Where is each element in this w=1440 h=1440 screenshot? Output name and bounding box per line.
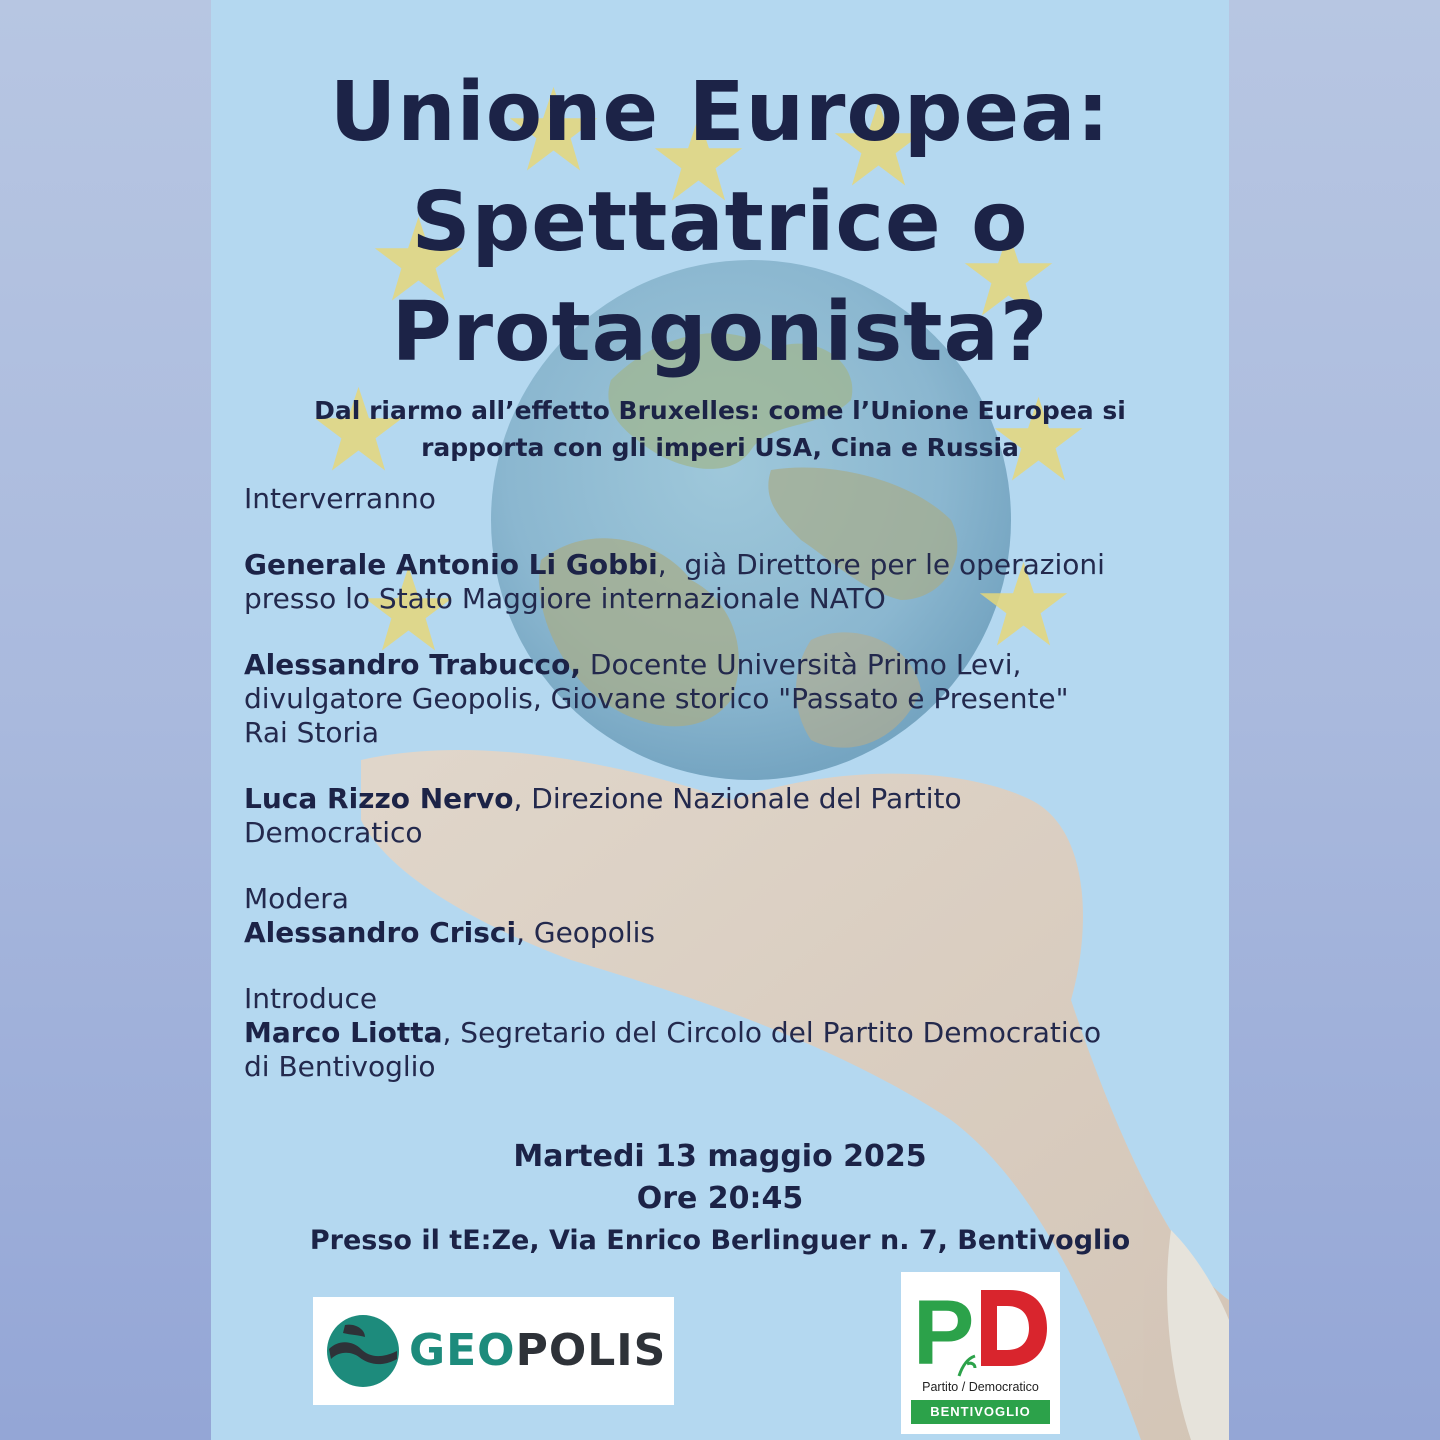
speaker-role: Docente Università Primo Levi, bbox=[581, 648, 1022, 681]
pd-letter-d bbox=[981, 1290, 1047, 1366]
speaker-role-line: divulgatore Geopolis, Giovane storico "Passato e Presente" bbox=[244, 682, 1069, 715]
pd-name-right: Democratico bbox=[968, 1380, 1039, 1394]
moderator-heading: Modera bbox=[244, 882, 349, 915]
event-place: Presso il tE:Ze, Via Enrico Berlinguer n. 7, Bentivoglio bbox=[309, 1225, 1131, 1256]
speaker-role: , Direzione Nazionale del Partito bbox=[513, 782, 962, 815]
moderator-entry bbox=[244, 916, 1204, 950]
speaker-role-line: Rai Storia bbox=[244, 716, 380, 749]
event-date: Martedi 13 maggio 2025 bbox=[513, 1139, 927, 1174]
speaker-role-line: presso lo Stato Maggiore internazionale NATO bbox=[244, 582, 886, 615]
speaker-role: , già Direttore per le operazioni bbox=[657, 548, 1105, 581]
title-line: Protagonista? bbox=[391, 285, 1049, 380]
geopolis-globe-icon bbox=[325, 1313, 401, 1389]
speakers-section bbox=[244, 482, 1204, 1084]
event-time: Ore 20:45 bbox=[636, 1181, 804, 1216]
geopolis-wordmark bbox=[409, 1321, 666, 1381]
intro-entry bbox=[244, 1016, 1204, 1050]
speaker-entry bbox=[244, 782, 1204, 816]
moderator-name: Alessandro Crisci bbox=[244, 916, 517, 949]
pd-letters-mark bbox=[909, 1280, 1052, 1380]
speaker-name: Alessandro Trabucco, bbox=[244, 648, 582, 681]
event-poster bbox=[211, 0, 1229, 1440]
speaker-entry bbox=[244, 648, 1204, 682]
geopolis-word-green: GEO bbox=[409, 1325, 516, 1376]
geopolis-word-dark: POLIS bbox=[515, 1325, 667, 1376]
pd-party-name: Partito / Democratico bbox=[922, 1380, 1039, 1394]
pd-name-left: Partito bbox=[922, 1380, 959, 1394]
poster-title bbox=[211, 58, 1229, 388]
intro-name: Marco Liotta bbox=[244, 1016, 443, 1049]
subtitle-line: Dal riarmo all’effetto Bruxelles: come l’Unione Europea si bbox=[314, 396, 1126, 425]
speaker-name: Generale Antonio Li Gobbi bbox=[244, 548, 658, 581]
pd-local-band: BENTIVOGLIO bbox=[911, 1400, 1050, 1424]
speaker-role-line: Democratico bbox=[244, 816, 423, 849]
title-line: Unione Europea: bbox=[329, 65, 1111, 160]
intro-heading: Introduce bbox=[244, 982, 378, 1015]
title-line: Spettatrice o bbox=[411, 175, 1029, 270]
geopolis-logo bbox=[313, 1297, 674, 1405]
intro-role: , Segretario del Circolo del Partito Democratico bbox=[442, 1016, 1102, 1049]
intro-role-line: di Bentivoglio bbox=[244, 1050, 436, 1083]
pd-letter-p: P bbox=[913, 1282, 975, 1380]
speaker-name: Luca Rizzo Nervo bbox=[244, 782, 514, 815]
event-details bbox=[211, 1136, 1229, 1262]
speakers-heading: Interverranno bbox=[244, 482, 436, 515]
subtitle-line: rapporta con gli imperi USA, Cina e Russia bbox=[421, 433, 1019, 462]
moderator-role: , Geopolis bbox=[516, 916, 655, 949]
pd-logo bbox=[901, 1272, 1060, 1434]
poster-subtitle bbox=[241, 392, 1199, 466]
speaker-entry bbox=[244, 548, 1204, 582]
